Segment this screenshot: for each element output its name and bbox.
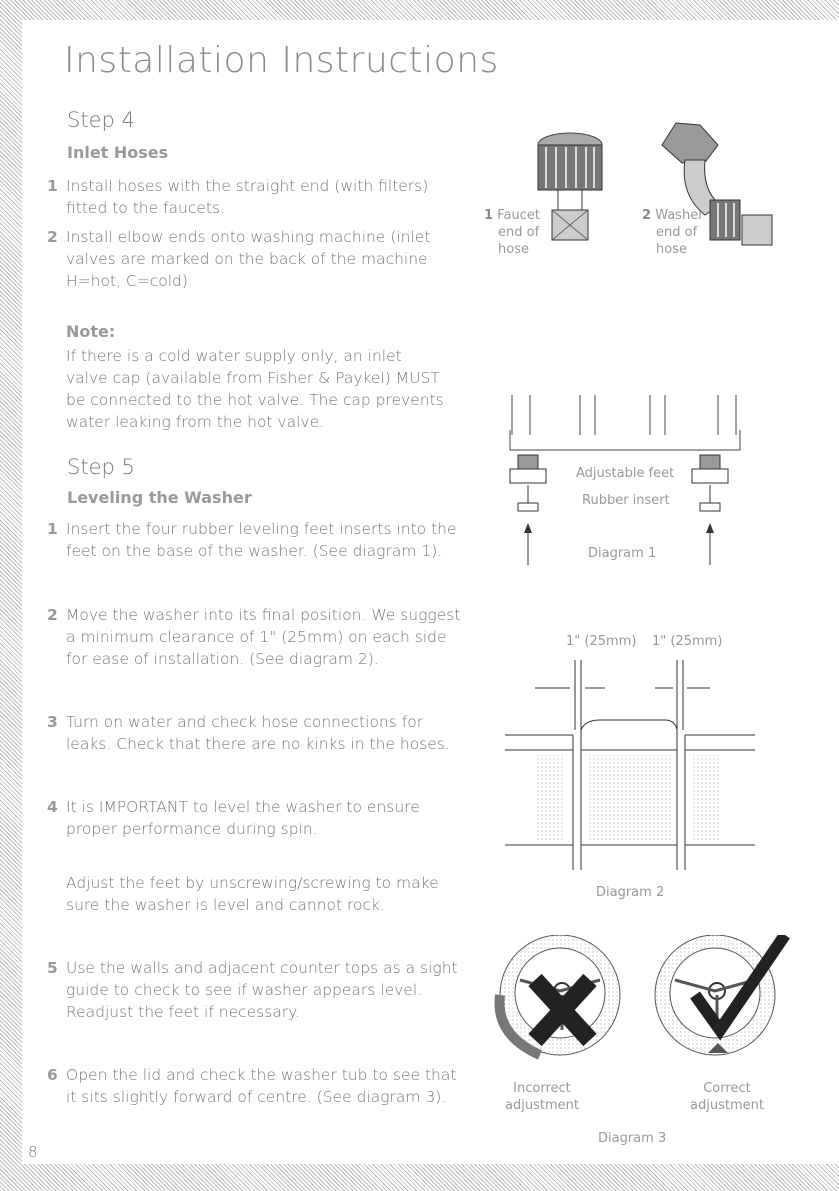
item-number: 1 (47, 177, 58, 195)
step4-item-2 (47, 226, 467, 292)
washer-number: 2 (642, 208, 652, 223)
washer-label-line-2: end of (656, 225, 698, 240)
correct-label-line-2: adjustment (690, 1098, 764, 1113)
incorrect-label (505, 1080, 579, 1114)
item-number: 1 (47, 520, 58, 538)
diagram1-feet-label: Adjustable feet (576, 466, 675, 481)
faucet-label (484, 207, 540, 258)
diagram1-caption: Diagram 1 (588, 546, 657, 561)
incorrect-label-line-1: Incorrect (513, 1081, 571, 1096)
adjust-text: Adjust the feet by unscrewing/screwing to make sure the washer is level and cannot rock. (66, 874, 439, 914)
diagram2-caption: Diagram 2 (596, 885, 665, 900)
washer-label-line-1: Washer (655, 208, 704, 223)
diagram2-texture (535, 755, 721, 840)
step4-heading: Step 4 (67, 108, 135, 132)
washer-label (642, 207, 704, 258)
item-text: It is IMPORTANT to level the washer to ensure proper performance during spin. (66, 798, 420, 838)
page-border-top (0, 0, 839, 20)
faucet-label-line-1: Faucet (497, 208, 540, 223)
page-border-left (0, 0, 22, 1191)
faucet-label-line-2: end of (498, 225, 540, 240)
item-text: Install elbow ends onto washing machine (inlet valves are marked on the back of the machine H=hot, C=cold) (66, 228, 431, 290)
page-title: Installation Instructions (64, 40, 499, 81)
step4-item-1 (47, 175, 467, 219)
step5-item-3 (47, 711, 467, 755)
diagram1-feet (500, 395, 760, 570)
faucet-label-line-3: hose (498, 242, 529, 257)
note-heading: Note: (66, 322, 116, 341)
step5-item-4 (47, 796, 467, 840)
step5-subheading: Leveling the Washer (67, 488, 252, 507)
diagram3-caption: Diagram 3 (598, 1131, 667, 1146)
correct-tub-illustration (655, 935, 775, 1055)
correct-label-line-1: Correct (703, 1081, 751, 1096)
step5-item-5 (47, 957, 467, 1023)
item-number: 5 (47, 959, 58, 977)
step5-item-2 (47, 604, 467, 670)
step5-item-6 (47, 1064, 467, 1108)
left-foot-icon (510, 455, 546, 565)
item-number: 2 (47, 228, 58, 246)
item-text: Turn on water and check hose connections for leaks. Check that there are no kinks in the hoses. (66, 713, 450, 753)
right-foot-icon (692, 455, 728, 565)
step5-heading: Step 5 (67, 455, 135, 479)
correct-label (690, 1080, 764, 1114)
faucet-hose-illustration (538, 133, 602, 240)
step5-item-1 (47, 518, 467, 562)
item-number: 4 (47, 798, 58, 816)
washer-label-line-3: hose (656, 242, 687, 257)
diagram3-tub (480, 935, 790, 1065)
item-number: 2 (47, 606, 58, 624)
page-number: 8 (28, 1143, 38, 1161)
step4-subheading: Inlet Hoses (67, 143, 169, 162)
item-text: Move the washer into its final position. We suggest a minimum clearance of 1" (25mm) on each side for ease of installation. (See diagram 2). (66, 606, 461, 668)
incorrect-label-line-2: adjustment (505, 1098, 579, 1113)
item-number: 3 (47, 713, 58, 731)
diagram2-left-clearance: 1" (25mm) (566, 634, 637, 649)
page-border-bottom (0, 1164, 839, 1191)
item-text: Open the lid and check the washer tub to see that it sits slightly forward of centre. (See diagram 3). (66, 1066, 457, 1106)
diagram2-right-clearance: 1" (25mm) (652, 634, 723, 649)
diagram1-insert-label: Rubber insert (582, 493, 670, 508)
faucet-number: 1 (484, 208, 494, 223)
item-text: Install hoses with the straight end (with filters) fitted to the faucets. (66, 177, 429, 217)
item-text: Use the walls and adjacent counter tops as a sight guide to check to see if washer appears level. Readjust the feet if necessary. (66, 959, 458, 1021)
item-text: Insert the four rubber leveling feet inserts into the feet on the base of the washer. (See diagram 1). (66, 520, 457, 560)
note-text: If there is a cold water supply only, an inlet valve cap (available from Fisher & Paykel) MUST be connected to the hot valve. The cap prevents water leaking from the hot valve. (66, 347, 444, 431)
item-number: 6 (47, 1066, 58, 1084)
diagram2-clearance (505, 650, 755, 880)
